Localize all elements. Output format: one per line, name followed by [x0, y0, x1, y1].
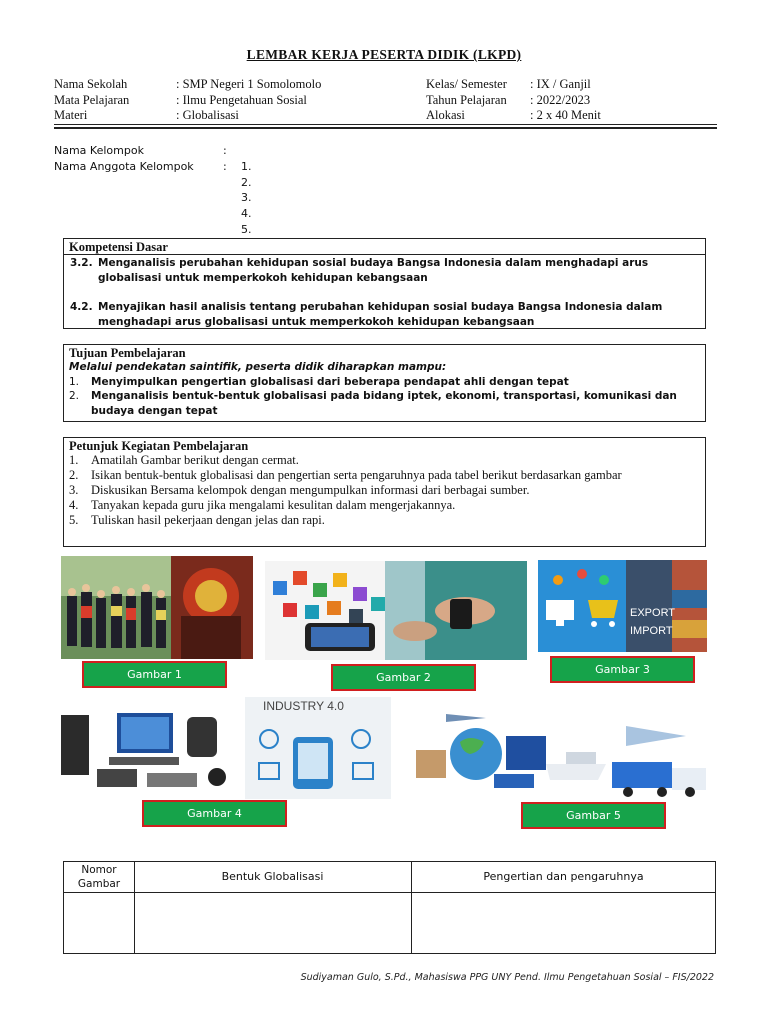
gambar-5-image [416, 706, 708, 804]
export-text: EXPORT [630, 607, 676, 619]
instructions-heading: Petunjuk Kegiatan Pembelajaran [69, 439, 249, 453]
subject-value: : Ilmu Pengetahuan Sosial [176, 92, 307, 107]
group-section: Nama Kelompok : Nama Anggota Kelompok : 1. 2. 3. 4. 5. [54, 143, 261, 238]
gambar-3-label: Gambar 3 [550, 656, 695, 683]
school-info [54, 77, 716, 124]
gambar-2-image [265, 561, 527, 660]
gambar-2-label: Gambar 2 [331, 664, 476, 691]
competency-box [63, 238, 706, 329]
instruction-item: 1. Amatilah Gambar berikut dengan cermat. [69, 453, 299, 467]
table-cell-form[interactable] [135, 893, 411, 953]
gambar-1-image [61, 556, 253, 659]
industry-text: INDUSTRY 4.0 [263, 699, 344, 713]
subject-label: Mata Pelajaran [54, 92, 130, 107]
school-year-value: : 2022/2023 [530, 92, 591, 107]
gambar-1-label: Gambar 1 [82, 661, 227, 688]
competency-heading: Kompetensi Dasar [64, 239, 705, 255]
group-members-label: Nama Anggota Kelompok [54, 159, 194, 173]
class-semester-label: Kelas/ Semester [426, 77, 507, 91]
objective-item: 1. Menyimpulkan pengertian globalisasi dari beberapa pendapat ahli dengan tepat [69, 375, 569, 388]
objectives-heading: Tujuan Pembelajaran [69, 346, 186, 360]
class-semester-value: : IX / Ganjil [530, 77, 591, 91]
table-cell-number[interactable] [64, 893, 134, 953]
gambar-4-image [57, 697, 391, 799]
group-name-label: Nama Kelompok [54, 144, 144, 157]
allocation-value: : 2 x 40 Menit [530, 108, 601, 122]
gambar-3-image [538, 560, 707, 652]
school-name-label: Nama Sekolah [54, 77, 128, 91]
table-header-form: Bentuk Globalisasi [221, 870, 324, 883]
member-number: 3. [241, 191, 252, 205]
answer-table [63, 861, 716, 954]
table-header-number: Nomor Gambar [77, 864, 121, 890]
gambar-5-label: Gambar 5 [521, 802, 666, 829]
learning-objectives-box [63, 344, 706, 422]
member-number: 2. [241, 175, 252, 189]
footer-credit: Sudiyaman Gulo, S.Pd., Mahasiswa PPG UNY Pend. Ilmu Pengetahuan Sosial – FIS/2022 [300, 972, 714, 983]
page-title: LEMBAR KERJA PESERTA DIDIK (LKPD) [246, 47, 522, 62]
member-number: 1. [241, 159, 252, 173]
table-cell-meaning[interactable] [412, 893, 715, 953]
member-number: 4. [241, 207, 252, 221]
table-header-meaning: Pengertian dan pengaruhnya [483, 870, 644, 883]
instruction-item: 5. Tuliskan hasil pekerjaan dengan jelas dan rapi. [69, 513, 325, 527]
member-number: 5. [241, 222, 252, 236]
material-value: : Globalisasi [176, 108, 239, 122]
competency-item: 4.2. Menyajikan hasil analisis tentang perubahan kehidupan sosial budaya Bangsa Indonesia dalam menghadapi arus globalisasi untuk memperkokoh kehidupan kebangsaan [70, 301, 663, 328]
school-name-value: : SMP Negeri 1 Somolomolo [176, 77, 322, 91]
allocation-label: Alokasi [426, 108, 465, 122]
competency-item: 3.2. Menganalisis perubahan kehidupan sosial budaya Bangsa Indonesia dalam menghadapi arus globalisasi untuk memperkokoh kehidupan kebangsaan [70, 257, 649, 284]
divider-top [54, 124, 717, 125]
instruction-item: 4. Tanyakan kepada guru jika mengalami kesulitan dalam mengerjakannya. [69, 498, 456, 512]
import-text: IMPORT [630, 625, 673, 637]
material-label: Materi [54, 108, 88, 122]
objectives-intro: Melalui pendekatan saintifik, peserta didik diharapkan mampu: [69, 361, 447, 373]
school-year-label: Tahun Pelajaran [426, 92, 507, 107]
gambar-4-label: Gambar 4 [142, 800, 287, 827]
objective-item: 2. Menganalisis bentuk-bentuk globalisasi pada bidang iptek, ekonomi, transportasi, komunikasi dan budaya dengan tepat [69, 390, 677, 417]
instruction-item: 3. Diskusikan Bersama kelompok dengan mengumpulkan informasi dari berbagai sumber. [69, 483, 530, 497]
activity-instructions-box [63, 437, 706, 547]
instruction-item: 2. Isikan bentuk-bentuk globalisasi dan pengertian serta pengaruhnya pada tabel berikut berdasarkan gambar [69, 468, 622, 482]
divider-bottom [54, 127, 717, 129]
